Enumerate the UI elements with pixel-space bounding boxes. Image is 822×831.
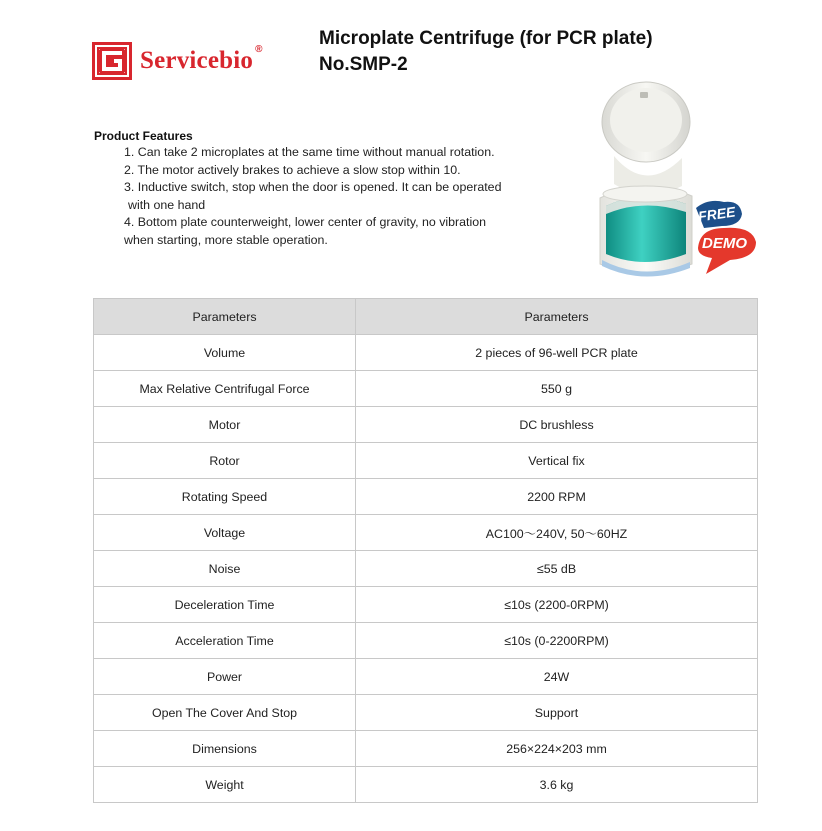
registered-mark: ® [255, 43, 263, 55]
param-value: DC brushless [356, 407, 758, 443]
brand-name: Servicebio [140, 47, 254, 74]
table-row [94, 515, 758, 551]
table-row [94, 767, 758, 803]
param-name: Acceleration Time [94, 623, 356, 659]
param-name: Rotating Speed [94, 479, 356, 515]
feature-line: with one hand [128, 197, 206, 212]
column-header: Parameters [356, 299, 758, 335]
param-value: 2200 RPM [356, 479, 758, 515]
param-value: Vertical fix [356, 443, 758, 479]
product-image [594, 76, 764, 286]
param-name: Power [94, 659, 356, 695]
table-row [94, 659, 758, 695]
param-value: 550 g [356, 371, 758, 407]
param-value: AC100～240V, 50～60HZ [356, 515, 758, 551]
servicebio-logo-icon [92, 42, 132, 80]
param-value: 2 pieces of 96-well PCR plate [356, 335, 758, 371]
table-row [94, 695, 758, 731]
feature-line: 1. Can take 2 microplates at the same time without manual rotation. [124, 145, 495, 159]
feature-line: 4. Bottom plate counterweight, lower center of gravity, no vibration [124, 215, 487, 229]
features-heading: Product Features [94, 129, 193, 143]
page-title-block [319, 26, 653, 78]
column-header: Parameters [94, 299, 356, 335]
param-name: Max Relative Centrifugal Force [94, 371, 356, 407]
param-value: ≤10s (2200-0RPM) [356, 587, 758, 623]
param-name: Volume [94, 335, 356, 371]
param-value: Support [356, 695, 758, 731]
param-name: Motor [94, 407, 356, 443]
param-name: Dimensions [94, 731, 356, 767]
table-row [94, 623, 758, 659]
model-number: No.SMP-2 [319, 54, 408, 75]
param-value: ≤10s (0-2200RPM) [356, 623, 758, 659]
page-title: Microplate Centrifuge (for PCR plate) [319, 28, 653, 49]
feature-line: 3. Inductive switch, stop when the door is opened. It can be operated [124, 180, 502, 194]
badge-free: FREE [697, 203, 737, 225]
param-name: Rotor [94, 443, 356, 479]
parameters-table [93, 298, 758, 803]
table-row [94, 335, 758, 371]
feature-line: 2. The motor actively brakes to achieve a slow stop within 10. [124, 162, 461, 177]
brand-logo [92, 42, 262, 80]
table-row [94, 407, 758, 443]
param-value: 24W [356, 659, 758, 695]
param-name: Noise [94, 551, 356, 587]
table-row [94, 551, 758, 587]
table-row [94, 479, 758, 515]
param-name: Open The Cover And Stop [94, 695, 356, 731]
param-name: Weight [94, 767, 356, 803]
table-row [94, 731, 758, 767]
feature-line: when starting, more stable operation. [124, 232, 328, 247]
table-row [94, 587, 758, 623]
param-value: 3.6 kg [356, 767, 758, 803]
param-name: Voltage [94, 515, 356, 551]
param-value: ≤55 dB [356, 551, 758, 587]
table-header-row [94, 299, 758, 335]
param-name: Deceleration Time [94, 587, 356, 623]
table-row [94, 443, 758, 479]
free-demo-badge [690, 198, 762, 278]
param-value: 256×224×203 mm [356, 731, 758, 767]
product-features [94, 128, 554, 249]
badge-demo: DEMO [702, 235, 747, 252]
table-row [94, 371, 758, 407]
